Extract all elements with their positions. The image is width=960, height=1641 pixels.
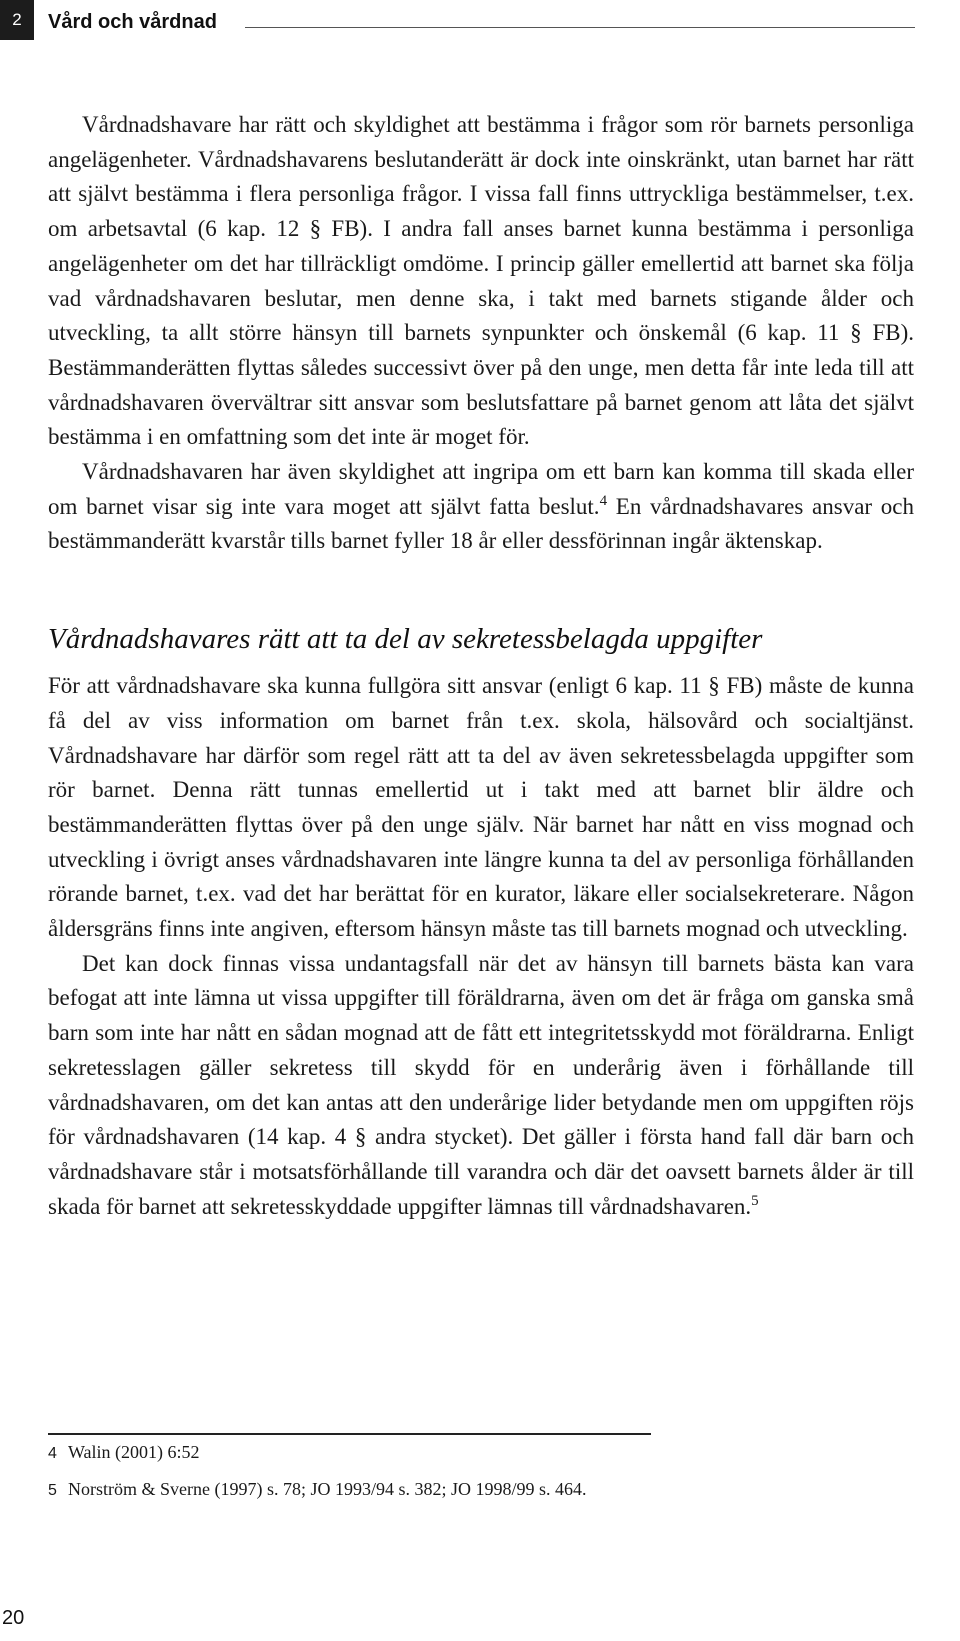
footnote-4 — [48, 1440, 914, 1466]
footnote-divider — [48, 1433, 651, 1435]
footnote-number: 4 — [48, 1445, 57, 1462]
footnote-ref-5: 5 — [751, 1192, 759, 1209]
paragraph-1: Vårdnadshavare har rätt och skyldighet att bestämma i frågor som rör barnets personliga angelägenheter. Vårdnadshavarens beslutanderätt är dock inte oinskränkt, utan barnet har rätt att självt bestämma i flera personliga frågor. I vissa fall finns uttryckliga bestämmelser, t.ex. om arbetsavtal (6 kap. 12 § FB). I andra fall anses barnet kunna bestämma i personliga angelägenheter om det har tillräckligt omdöme. I princip gäller emellertid att barnet ska följa vad vårdnadshavaren beslutar, men denne ska, i takt med barnets stigande ålder och utveckling, ta allt större hänsyn till barnets synpunkter och önskemål (6 kap. 11 § FB). Bestämmanderätten flyttas således successivt över på den unge, men detta får inte leda till att vårdnadshavaren övervältrar sitt ansvar som beslutsfattare på barnet genom att låta det självt bestämma i en omfattning som det inte är moget för. — [48, 112, 914, 450]
paragraph-4-text: Det kan dock finnas vissa undantagsfall när det av hänsyn till barnets bästa kan vara befogat att inte lämna ut vissa uppgifter till föräldrarna, även om det är fråga om ganska små barn som inte har nått en sådan mognad att de fått ett integritetsskydd mot föräldrarna. Enligt sekretesslagen gäller sekretess till skydd för en underårig även i förhållande till vårdnadshavaren, om det kan antas att den underårige lider betydande men om uppgiften röjs för vårdnadshavaren (14 kap. 4 § andra stycket). Det gäller i första hand fall där barn och vårdnadshavare står i motsatsförhållande till varandra och där det oavsett barnets ålder är till skada för barnet att sekretesskyddade uppgifter lämnas till vårdnadshavaren. — [48, 950, 914, 1219]
footnote-number: 5 — [48, 1482, 57, 1499]
paragraph-2-continued: En vårdnadshavares ansvar och bestämmanderätt kvarstår tills barnet fyller 18 år eller dessförinnan ingår äktenskap. — [48, 493, 915, 554]
paragraph-2 — [48, 455, 914, 559]
chapter-title: Vård och vårdnad — [48, 11, 217, 33]
paragraph-2-text: Vårdnadshavaren har även skyldighet att ingripa om ett barn kan komma till skada eller om barnet visar sig inte vara moget att självt fatta beslut. — [48, 459, 914, 519]
footnotes — [48, 1440, 914, 1514]
paragraph-3: För att vårdnadshavare ska kunna fullgöra sitt ansvar (enligt 6 kap. 11 § FB) måste de kunna få del av viss information om barnet från t.ex. skola, hälsovård och socialtjänst. Vårdnadshavare har därför som regel rätt att ta del av även sekretessbelagda uppgifter som rör barnet. Denna rätt tunnas emellertid ut i takt med att barnet blir äldre och bestämmanderätten flyttas över på den unge själv. När barnet har nått en viss mognad och utveckling i övrigt anses vårdnadshavaren inte längre kunna ta del av personliga förhållanden rörande barnet, t.ex. vad det har berättat för en kurator, läkare eller socialsekreterare. Någon åldersgräns finns inte angiven, eftersom hänsyn måste tas till barnets mognad och utveckling. — [48, 673, 914, 942]
header-divider — [245, 27, 915, 28]
footnote-text: Walin (2001) 6:52 — [68, 1442, 200, 1462]
paragraph-4 — [48, 947, 914, 1225]
footnote-ref-4: 4 — [599, 492, 608, 509]
footnote-text: Norström & Sverne (1997) s. 78; JO 1993/94 s. 382; JO 1998/99 s. 464. — [68, 1479, 587, 1499]
page-body — [48, 108, 914, 1224]
chapter-number: 2 — [0, 0, 34, 40]
section-heading: Vårdnadshavares rätt att ta del av sekretessbelagda uppgifter — [48, 623, 763, 656]
footnote-5 — [48, 1477, 914, 1503]
page-number: 20 — [2, 1607, 25, 1629]
